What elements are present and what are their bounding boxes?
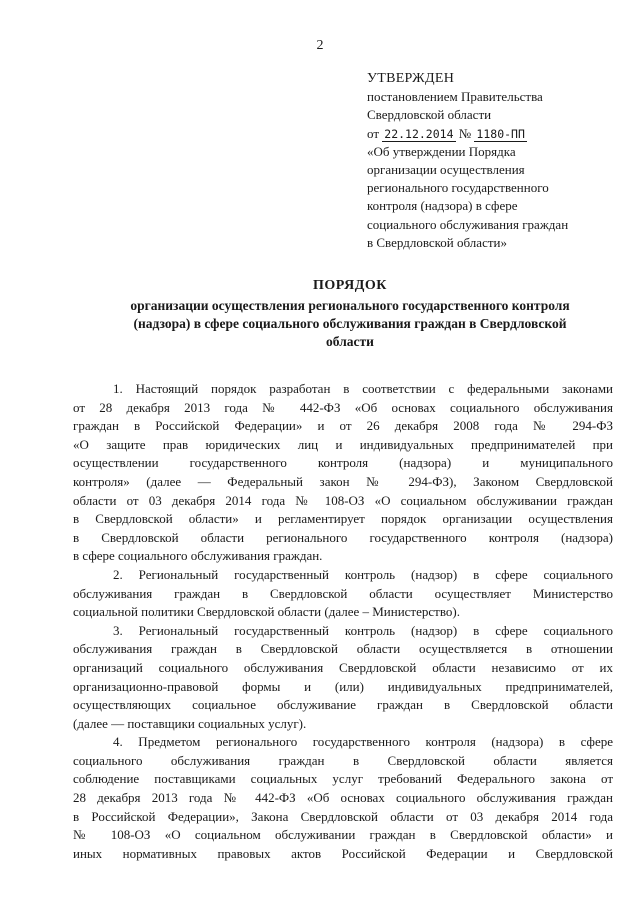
paragraph-line: (далее — поставщики социальных услуг). bbox=[73, 715, 307, 731]
paragraph-line: 28 декабря 2013 года № 442-ФЗ «Об основах социального обслуживания граждан bbox=[73, 790, 613, 806]
paragraph-line: в сфере социального обслуживания граждан. bbox=[73, 548, 323, 564]
approval-number: 1180-ПП bbox=[476, 126, 525, 141]
paragraph-line: осуществляющих социальное обслуживание граждан в Свердловской области bbox=[73, 697, 613, 713]
subtitle-line: организации осуществления регионального государственного контроля bbox=[130, 298, 570, 313]
approval-block bbox=[367, 70, 629, 252]
paragraph-1 bbox=[73, 380, 613, 566]
document-heading bbox=[60, 278, 640, 351]
date-prefix: от bbox=[367, 125, 380, 141]
approval-title-line: социального обслуживания граждан bbox=[367, 216, 569, 232]
subtitle-line: (надзора) в сфере социального обслуживания граждан в Свердловской bbox=[133, 316, 567, 331]
page-number: 2 bbox=[316, 38, 324, 53]
approval-date: 22.12.2014 bbox=[384, 126, 454, 141]
paragraph-line: 3. Региональный государственный контроль (надзор) в сфере социального bbox=[113, 622, 613, 638]
approval-title-line: регионального государственного bbox=[367, 180, 549, 196]
paragraph-line: от 28 декабря 2013 года № 442-ФЗ «Об основах социального обслуживания bbox=[73, 399, 613, 415]
approval-line-2: Свердловской области bbox=[367, 107, 492, 123]
paragraph-line: в Российской Федерации», Закона Свердловской области от 03 декабря 2014 года bbox=[73, 808, 613, 824]
approval-heading: УТВЕРЖДЕН bbox=[367, 71, 455, 86]
document-subtitle bbox=[60, 297, 640, 351]
paragraph-2 bbox=[73, 566, 613, 622]
paragraph-line: обслуживания граждан в Свердловской области осуществляет Министерство bbox=[73, 585, 613, 601]
document-body bbox=[73, 380, 613, 863]
paragraph-line: иных нормативных правовых актов Российской Федерации и Свердловской bbox=[73, 845, 613, 861]
approval-date-line bbox=[367, 125, 629, 143]
paragraph-line: «О защите прав юридических лиц и индивидуальных предпринимателей при bbox=[73, 436, 613, 452]
paragraph-line: контроля» (далее — Федеральный закон № 294-ФЗ), Законом Свердловской bbox=[73, 473, 613, 489]
paragraph-line: в Свердловской области» и регламентирует порядок организации осуществления bbox=[73, 511, 613, 527]
paragraph-line: в Свердловской области регионального государственного контроля (надзора) bbox=[73, 529, 613, 545]
paragraph-line: № 108-ОЗ «О социальном обслуживании граждан в Свердловской области» и bbox=[73, 827, 613, 843]
approval-line-1: постановлением Правительства bbox=[367, 89, 543, 105]
document-title: ПОРЯДОК bbox=[313, 278, 387, 293]
paragraph-line: области от 03 декабря 2014 года № 108-ОЗ «О социальном обслуживании граждан bbox=[73, 492, 613, 508]
paragraph-line: осуществлении государственного контроля (надзора) и муниципального bbox=[73, 455, 613, 471]
approval-title-line: в Свердловской области» bbox=[367, 234, 507, 250]
number-prefix: № bbox=[458, 125, 472, 141]
paragraph-line: соблюдение поставщиками социальных услуг требований Федерального закона от bbox=[73, 771, 613, 787]
paragraph-line: организаций социального обслуживания Свердловской области независимо от их bbox=[73, 659, 613, 675]
paragraph-line: социальной политики Свердловской области (далее – Министерство). bbox=[73, 604, 460, 620]
paragraph-line: 4. Предметом регионального государственного контроля (надзора) в сфере bbox=[113, 734, 613, 750]
approval-title-line: организации осуществления bbox=[367, 162, 525, 178]
paragraph-line: 2. Региональный государственный контроль (надзор) в сфере социального bbox=[113, 566, 613, 582]
paragraph-line: организационно-правовой формы и (или) индивидуальных предпринимателей, bbox=[73, 678, 613, 694]
paragraph-3 bbox=[73, 622, 613, 734]
paragraph-line: граждан в Российской Федерации» и от 26 декабря 2008 года № 294-ФЗ bbox=[73, 418, 613, 434]
paragraph-line: обслуживания граждан в Свердловской области осуществляется в отношении bbox=[73, 641, 613, 657]
approval-title-line: «Об утверждении Порядка bbox=[367, 143, 516, 159]
approval-title-line: контроля (надзора) в сфере bbox=[367, 198, 518, 214]
paragraph-line: 1. Настоящий порядок разработан в соответствии с федеральными законами bbox=[113, 381, 613, 396]
paragraph-4 bbox=[73, 733, 613, 863]
paragraph-line: социального обслуживания граждан в Свердловской области является bbox=[73, 752, 613, 768]
subtitle-line: области bbox=[326, 334, 374, 349]
